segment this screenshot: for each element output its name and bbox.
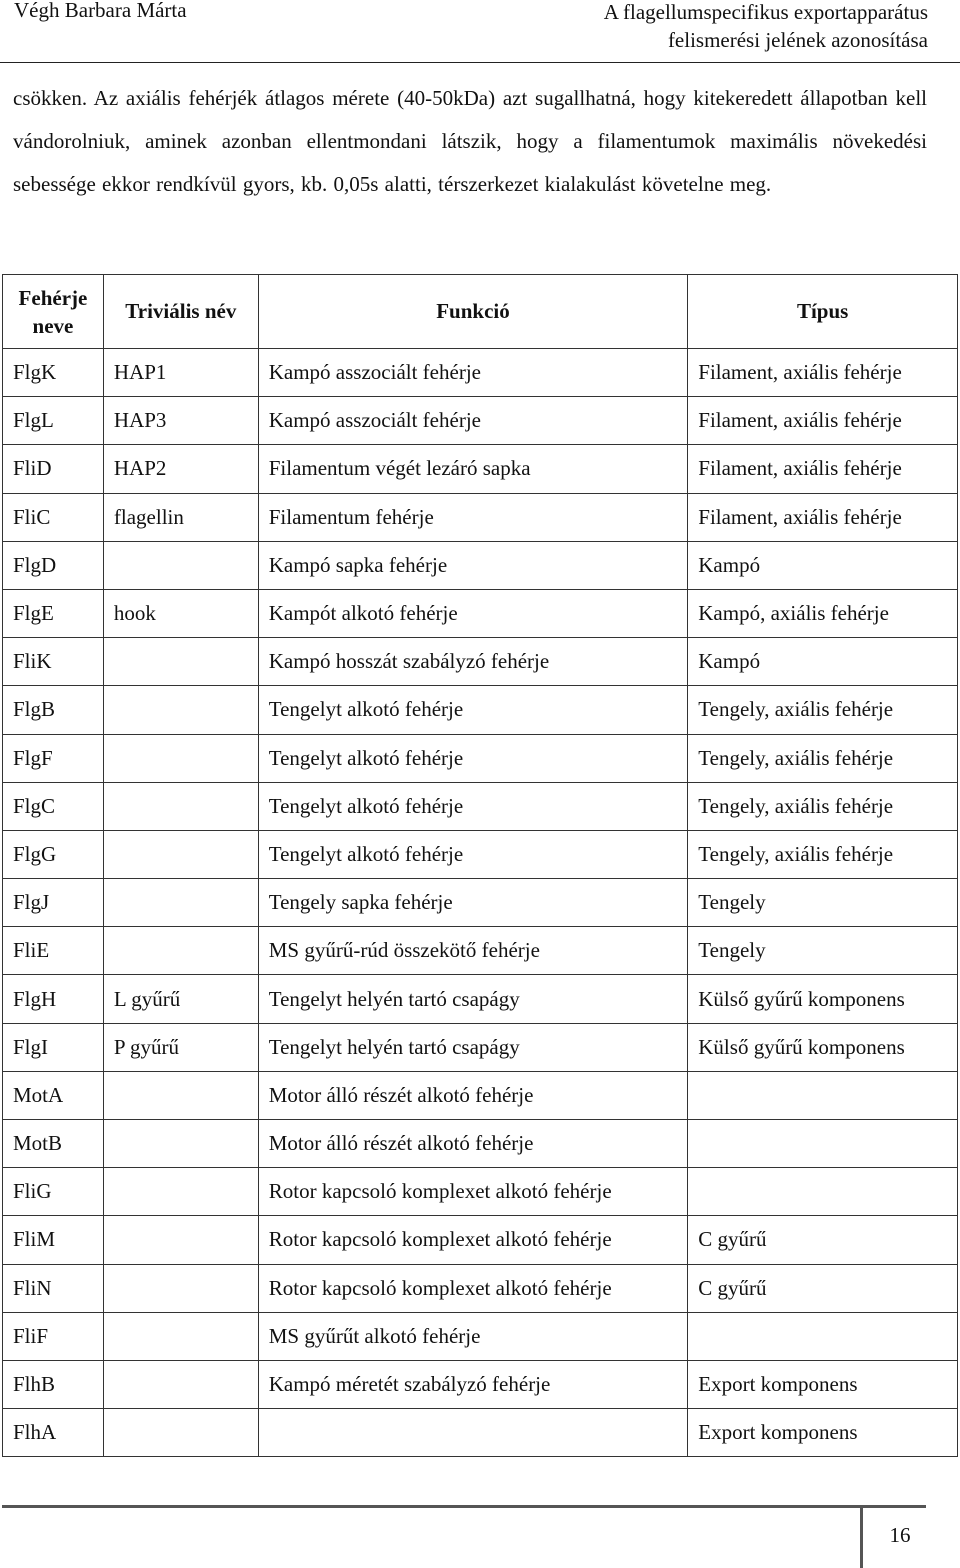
table-row [3,541,958,589]
column-header-protein-name-line2: neve [32,313,74,338]
cell-type: Tengely [688,927,958,975]
cell-type: C gyűrű [688,1216,958,1264]
cell-function: MS gyűrűt alkotó fehérje [258,1312,688,1360]
cell-protein-name: MotA [3,1071,104,1119]
table-row [3,686,958,734]
cell-trivial-name [103,1360,258,1408]
table-row [3,1216,958,1264]
body-paragraph: csökken. Az axiális fehérjék átlagos mérete (40-50kDa) azt sugallhatná, hogy kitekeredett állapotban kell vándorolniuk, aminek azonban ellentmondani látszik, hogy a filamentumok maximális növekedési sebessége ekkor rendkívül gyors, kb. 0,05s alatti, térszerkezet kialakulást követelne meg. [13,86,927,196]
cell-protein-name: FliC [3,493,104,541]
cell-function: Motor álló részét alkotó fehérje [258,1071,688,1119]
cell-trivial-name [103,927,258,975]
cell-function: Filamentum végét lezáró sapka [258,445,688,493]
cell-protein-name: FlgK [3,349,104,397]
header-author: Végh Barbara Márta [14,0,187,22]
cell-trivial-name [103,1071,258,1119]
cell-function: Tengelyt alkotó fehérje [258,734,688,782]
cell-trivial-name [103,1120,258,1168]
cell-function [258,1409,688,1457]
cell-function: Tengely sapka fehérje [258,879,688,927]
cell-type: Tengely, axiális fehérje [688,734,958,782]
cell-type: Filament, axiális fehérje [688,349,958,397]
cell-function: Tengelyt alkotó fehérje [258,782,688,830]
footer-vertical-divider [860,1508,863,1568]
cell-trivial-name [103,830,258,878]
table-row [3,1312,958,1360]
cell-trivial-name: flagellin [103,493,258,541]
cell-trivial-name: P gyűrű [103,1023,258,1071]
table-row [3,1023,958,1071]
table-row [3,927,958,975]
cell-trivial-name [103,686,258,734]
cell-function: Kampó asszociált fehérje [258,397,688,445]
cell-trivial-name: hook [103,589,258,637]
table-row [3,397,958,445]
page-number: 16 [889,1523,911,1547]
cell-protein-name: FliK [3,638,104,686]
table-row [3,1071,958,1119]
cell-function: Kampó hosszát szabályzó fehérje [258,638,688,686]
cell-type: Export komponens [688,1409,958,1457]
cell-trivial-name [103,1168,258,1216]
table-row [3,830,958,878]
cell-protein-name: FliG [3,1168,104,1216]
cell-trivial-name [103,782,258,830]
table-row [3,734,958,782]
column-header-type: Típus [688,275,958,349]
cell-protein-name: FlhB [3,1360,104,1408]
cell-type: Külső gyűrű komponens [688,975,958,1023]
table-row [3,445,958,493]
cell-function: Tengelyt helyén tartó csapágy [258,975,688,1023]
cell-protein-name: FliN [3,1264,104,1312]
cell-trivial-name: L gyűrű [103,975,258,1023]
cell-type: Filament, axiális fehérje [688,445,958,493]
table-body [3,349,958,1457]
table-row [3,1120,958,1168]
table-row [3,589,958,637]
cell-type [688,1168,958,1216]
cell-trivial-name [103,879,258,927]
cell-trivial-name [103,1312,258,1360]
column-header-protein-name-line1: Fehérje [18,285,88,310]
cell-type: Tengely, axiális fehérje [688,782,958,830]
cell-trivial-name [103,638,258,686]
column-header-protein-name [3,275,104,349]
cell-type: Kampó [688,541,958,589]
cell-protein-name: FliD [3,445,104,493]
cell-protein-name: FliF [3,1312,104,1360]
cell-trivial-name: HAP2 [103,445,258,493]
cell-trivial-name: HAP1 [103,349,258,397]
table-row [3,879,958,927]
cell-type: C gyűrű [688,1264,958,1312]
cell-function: Motor álló részét alkotó fehérje [258,1120,688,1168]
cell-function: MS gyűrű-rúd összekötő fehérje [258,927,688,975]
table-row [3,493,958,541]
table-row [3,1264,958,1312]
cell-type [688,1071,958,1119]
cell-protein-name: FliE [3,927,104,975]
page-header [0,0,960,63]
cell-protein-name: FlgC [3,782,104,830]
cell-type [688,1312,958,1360]
cell-type: Tengely [688,879,958,927]
cell-function: Filamentum fehérje [258,493,688,541]
cell-trivial-name [103,734,258,782]
cell-function: Tengelyt alkotó fehérje [258,686,688,734]
cell-function: Kampó sapka fehérje [258,541,688,589]
cell-function: Kampó méretét szabályzó fehérje [258,1360,688,1408]
cell-protein-name: FlhA [3,1409,104,1457]
cell-trivial-name [103,1409,258,1457]
cell-type: Tengely, axiális fehérje [688,830,958,878]
footer-divider [2,1505,926,1508]
cell-protein-name: FlgI [3,1023,104,1071]
cell-function: Kampót alkotó fehérje [258,589,688,637]
cell-type: Export komponens [688,1360,958,1408]
cell-protein-name: FlgB [3,686,104,734]
cell-type: Filament, axiális fehérje [688,397,958,445]
cell-function: Rotor kapcsoló komplexet alkotó fehérje [258,1264,688,1312]
table-row [3,349,958,397]
header-title [604,0,928,54]
cell-protein-name: FlgG [3,830,104,878]
cell-protein-name: FliM [3,1216,104,1264]
cell-trivial-name [103,541,258,589]
cell-trivial-name [103,1216,258,1264]
protein-table [2,274,958,1457]
cell-protein-name: FlgF [3,734,104,782]
cell-type: Tengely, axiális fehérje [688,686,958,734]
header-title-line2: felismerési jelének azonosítása [667,28,928,52]
cell-type: Kampó, axiális fehérje [688,589,958,637]
cell-type [688,1120,958,1168]
column-header-function: Funkció [258,275,688,349]
header-title-line1: A flagellumspecifikus exportapparátus [603,0,928,24]
cell-type: Kampó [688,638,958,686]
cell-trivial-name [103,1264,258,1312]
cell-protein-name: FlgL [3,397,104,445]
table-header-row [3,275,958,349]
cell-function: Tengelyt helyén tartó csapágy [258,1023,688,1071]
cell-protein-name: FlgJ [3,879,104,927]
table-row [3,1360,958,1408]
table-row [3,1168,958,1216]
cell-type: Külső gyűrű komponens [688,1023,958,1071]
cell-protein-name: FlgD [3,541,104,589]
cell-protein-name: FlgH [3,975,104,1023]
table-row [3,1409,958,1457]
cell-trivial-name: HAP3 [103,397,258,445]
cell-protein-name: FlgE [3,589,104,637]
table-row [3,638,958,686]
cell-function: Rotor kapcsoló komplexet alkotó fehérje [258,1216,688,1264]
table-row [3,975,958,1023]
cell-type: Filament, axiális fehérje [688,493,958,541]
cell-function: Kampó asszociált fehérje [258,349,688,397]
cell-protein-name: MotB [3,1120,104,1168]
column-header-trivial-name: Triviális név [103,275,258,349]
cell-function: Tengelyt alkotó fehérje [258,830,688,878]
cell-function: Rotor kapcsoló komplexet alkotó fehérje [258,1168,688,1216]
table-row [3,782,958,830]
